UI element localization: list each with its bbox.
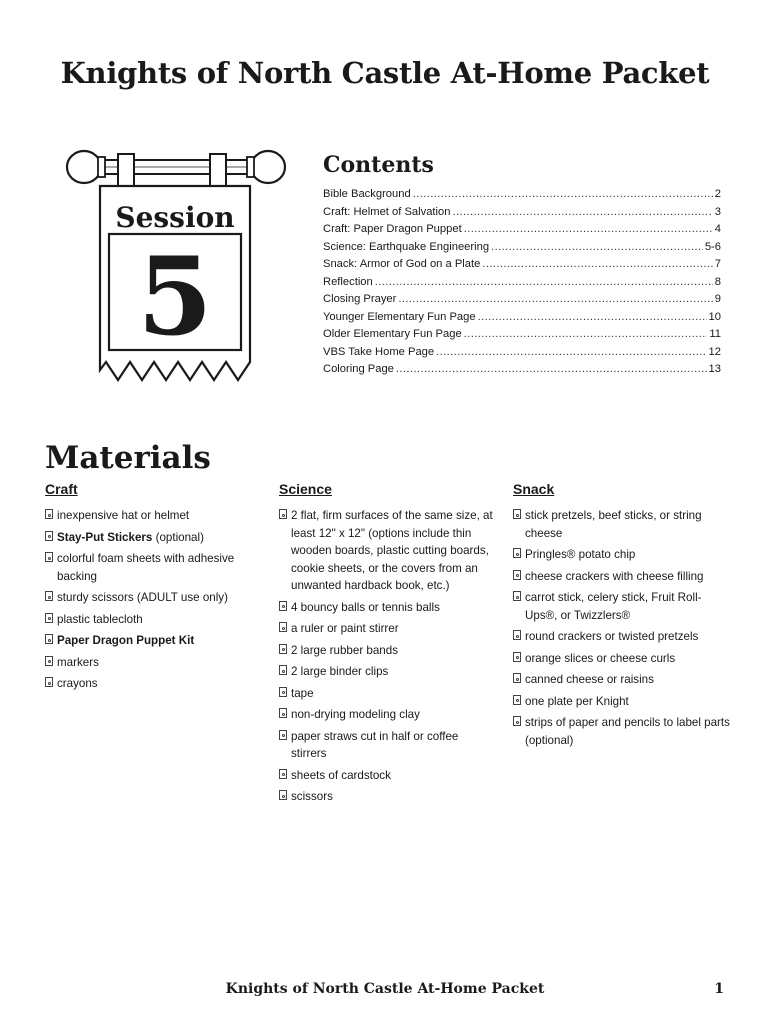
checklist-item-text xyxy=(525,650,675,668)
toc-leader-dots xyxy=(398,291,712,309)
checklist-item xyxy=(45,632,265,650)
checklist-item-label: round crackers or twisted pretzels xyxy=(525,630,699,643)
checklist-item-text xyxy=(525,568,704,586)
checklist-item xyxy=(279,663,494,681)
checklist-item-label: scissors xyxy=(291,790,333,803)
toc-leader-dots xyxy=(396,361,707,379)
contents-heading: Contents xyxy=(323,152,434,178)
checkbox-icon xyxy=(513,652,521,662)
science-materials-column xyxy=(279,480,494,810)
checklist-item xyxy=(45,550,265,585)
toc-entry xyxy=(323,309,721,327)
craft-heading: Craft xyxy=(45,481,78,497)
toc-entry-page: 11 xyxy=(709,328,721,340)
checklist-item-label: carrot stick, celery stick, Fruit Roll-Ups®, or Twizzlers® xyxy=(525,591,702,622)
toc-entry-title: Bible Background xyxy=(323,188,411,200)
checklist-item xyxy=(279,599,494,617)
toc-entry xyxy=(323,256,721,274)
toc-leader-dots xyxy=(413,186,713,204)
checklist-item-label: inexpensive hat or helmet xyxy=(57,509,190,522)
checklist-item-label: orange slices or cheese curls xyxy=(525,651,676,665)
checklist-item-label: 2 large rubber bands xyxy=(291,643,398,657)
toc-entry-title: Older Elementary Fun Page xyxy=(323,328,462,340)
checklist-item-bold-text: Stay-Put Stickers xyxy=(57,530,153,544)
checklist-item xyxy=(513,568,733,586)
checklist-item-label: markers xyxy=(57,655,99,669)
checklist-item-text xyxy=(291,706,420,724)
toc-entry-title: Coloring Page xyxy=(323,363,394,375)
checklist-item-text xyxy=(291,788,333,806)
checklist-item-text xyxy=(525,714,733,749)
toc-entry-title: VBS Take Home Page xyxy=(323,345,435,358)
checklist-item-text xyxy=(57,632,194,650)
checklist-item-label: cheese crackers with cheese filling xyxy=(525,569,704,583)
snack-heading: Snack xyxy=(513,481,555,497)
checklist-item xyxy=(279,620,494,638)
checklist-item-label: (optional) xyxy=(152,530,204,544)
materials-heading: Materials xyxy=(45,440,211,476)
checklist-item-text xyxy=(57,550,265,585)
banner-rod-end-left xyxy=(67,151,101,183)
checkbox-icon xyxy=(45,677,53,687)
checklist-item xyxy=(513,546,733,564)
checkbox-icon xyxy=(513,570,521,580)
checklist-item xyxy=(513,507,733,542)
toc-entry-title: Younger Elementary Fun Page xyxy=(323,310,476,323)
toc-entry-title: Closing Prayer xyxy=(323,293,397,305)
toc-entry xyxy=(323,239,721,257)
banner-label: Session xyxy=(115,201,235,234)
checkbox-icon xyxy=(513,630,521,640)
toc-entry xyxy=(323,186,721,204)
checklist-item-text xyxy=(291,599,440,617)
checkbox-icon xyxy=(279,769,287,779)
checklist-item xyxy=(513,628,733,646)
checklist-item-bold-text: Paper Dragon Puppet Kit xyxy=(57,634,195,647)
craft-materials-column xyxy=(45,480,265,697)
toc-entry xyxy=(323,274,721,292)
checklist-item-label: colorful foam sheets with adhesive backing xyxy=(57,552,235,583)
toc-leader-dots xyxy=(452,204,712,222)
checklist-item-text xyxy=(291,728,494,763)
checklist-item xyxy=(45,654,265,672)
checklist-item-text xyxy=(291,767,391,785)
checkbox-icon xyxy=(45,531,53,541)
checklist-item-text xyxy=(57,611,143,629)
checklist-item-label: non-drying modeling clay xyxy=(291,708,420,721)
checklist-item xyxy=(279,788,494,806)
checklist-item xyxy=(513,650,733,668)
checkbox-icon xyxy=(279,601,287,611)
checkbox-icon xyxy=(279,790,287,800)
checklist-item-label: canned cheese or raisins xyxy=(525,673,654,686)
science-list xyxy=(279,507,494,806)
toc-leader-dots xyxy=(482,256,712,274)
checkbox-icon xyxy=(279,509,287,519)
toc-leader-dots xyxy=(375,274,713,292)
toc-entry-page: 13 xyxy=(708,363,721,375)
toc-entry xyxy=(323,361,721,379)
checkbox-icon xyxy=(279,644,287,654)
checklist-item xyxy=(45,507,265,525)
session-banner xyxy=(62,148,288,386)
toc-entry-page: 9 xyxy=(714,293,721,305)
banner-graphic xyxy=(62,148,288,386)
toc-entry-page: 3 xyxy=(714,205,721,218)
checklist-item xyxy=(45,675,265,693)
checklist-item-label: 2 large binder clips xyxy=(291,665,389,678)
toc-entry xyxy=(323,204,721,222)
checklist-item xyxy=(279,767,494,785)
checklist-item-label: stick pretzels, beef sticks, or string cheese xyxy=(525,509,702,540)
table-of-contents xyxy=(323,152,721,379)
checklist-item-label: paper straws cut in half or coffee stirrers xyxy=(291,729,459,760)
checklist-item xyxy=(513,589,733,624)
checkbox-icon xyxy=(513,695,521,705)
checklist-item-text xyxy=(525,693,629,711)
checklist-item-text xyxy=(57,675,98,693)
checkbox-icon xyxy=(513,673,521,683)
toc-entry-page: 5-6 xyxy=(704,240,721,253)
toc-leader-dots xyxy=(478,309,707,327)
checklist-item-label: 4 bouncy balls or tennis balls xyxy=(291,600,440,614)
checklist-item-label: strips of paper and pencils to label parts (optional) xyxy=(525,716,730,747)
checklist-item xyxy=(279,728,494,763)
toc-entry-page: 2 xyxy=(714,188,721,200)
toc-leader-dots xyxy=(464,326,708,344)
checkbox-icon xyxy=(279,708,287,718)
toc-entry-title: Reflection xyxy=(323,275,373,288)
toc-leader-dots xyxy=(464,221,713,239)
banner-rod-end-right xyxy=(251,151,285,183)
checkbox-icon xyxy=(45,509,53,519)
checkbox-icon xyxy=(279,730,287,740)
toc-entry-page: 7 xyxy=(714,258,721,270)
checklist-item-text xyxy=(525,589,733,624)
toc-entry xyxy=(323,221,721,239)
checklist-item xyxy=(513,693,733,711)
session-number: 5 xyxy=(137,234,213,360)
checklist-item xyxy=(45,589,265,607)
checklist-item-text xyxy=(291,507,494,595)
checkbox-icon xyxy=(513,591,521,601)
checklist-item-text xyxy=(57,507,189,525)
footer-title: Knights of North Castle At-Home Packet xyxy=(225,981,545,997)
checklist-item-label: 2 flat, firm surfaces of the same size, at least 12" x 12" (options include thin wooden boards, plastic cutting boards, cookie sheets, or the covers from an unwanted hardback book, etc.) xyxy=(291,509,493,592)
toc-entry-title: Craft: Helmet of Salvation xyxy=(323,205,451,218)
checkbox-icon xyxy=(513,509,521,519)
checklist-item-text xyxy=(57,589,228,607)
checklist-item-label: plastic tablecloth xyxy=(57,612,143,626)
checklist-item xyxy=(279,642,494,660)
page-title: Knights of North Castle At-Home Packet xyxy=(60,56,710,90)
toc-entry-page: 12 xyxy=(708,345,721,358)
checkbox-icon xyxy=(279,665,287,675)
checklist-item-label: sturdy scissors (ADULT use only) xyxy=(57,591,228,604)
checkbox-icon xyxy=(45,656,53,666)
toc-entry xyxy=(323,344,721,362)
checklist-item-label: crayons xyxy=(57,677,98,690)
checklist-item-label: Pringles® potato chip xyxy=(525,548,636,561)
toc-list xyxy=(323,186,721,379)
checklist-item-text xyxy=(525,671,654,689)
science-heading: Science xyxy=(279,481,332,497)
toc-entry xyxy=(323,326,721,344)
checklist-item-text xyxy=(291,685,314,703)
checklist-item xyxy=(513,714,733,749)
toc-entry xyxy=(323,291,721,309)
checkbox-icon xyxy=(45,613,53,623)
checklist-item xyxy=(45,611,265,629)
checklist-item-label: one plate per Knight xyxy=(525,694,629,708)
checklist-item xyxy=(279,706,494,724)
checklist-item-text xyxy=(525,546,635,564)
checklist-item-text xyxy=(57,654,99,672)
toc-leader-dots xyxy=(436,344,706,362)
checkbox-icon xyxy=(513,716,521,726)
toc-entry-title: Science: Earthquake Engineering xyxy=(323,240,490,253)
checkbox-icon xyxy=(45,552,53,562)
checkbox-icon xyxy=(45,591,53,601)
checklist-item-text xyxy=(57,529,204,547)
checklist-item-text xyxy=(291,642,398,660)
checklist-item-label: tape xyxy=(291,686,314,700)
checklist-item xyxy=(45,529,265,547)
snack-materials-column xyxy=(513,480,733,753)
toc-leader-dots xyxy=(491,239,703,257)
checkbox-icon xyxy=(45,634,53,644)
checklist-item-label: a ruler or paint stirrer xyxy=(291,622,399,635)
snack-list xyxy=(513,507,733,749)
checkbox-icon xyxy=(279,687,287,697)
toc-entry-title: Craft: Paper Dragon Puppet xyxy=(323,223,462,235)
toc-entry-page: 10 xyxy=(708,310,721,323)
checkbox-icon xyxy=(513,548,521,558)
toc-entry-page: 4 xyxy=(714,223,721,235)
toc-entry-page: 8 xyxy=(714,275,721,288)
checkbox-icon xyxy=(279,622,287,632)
page-number: 1 xyxy=(714,981,724,997)
checklist-item xyxy=(279,685,494,703)
toc-entry-title: Snack: Armor of God on a Plate xyxy=(323,258,481,270)
checklist-item-text xyxy=(291,663,388,681)
checklist-item xyxy=(513,671,733,689)
craft-list xyxy=(45,507,265,693)
checklist-item-label: sheets of cardstock xyxy=(291,768,391,782)
checklist-item-text xyxy=(525,628,698,646)
checklist-item-text xyxy=(291,620,399,638)
checklist-item xyxy=(279,507,494,595)
checklist-item-text xyxy=(525,507,733,542)
